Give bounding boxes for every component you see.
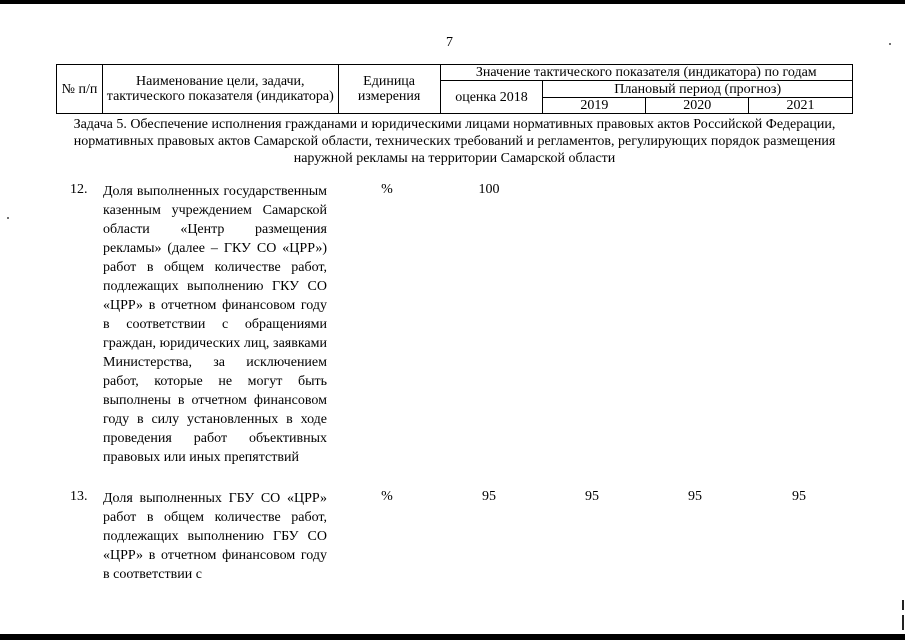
estimate-2018-cell: 95	[482, 489, 496, 504]
indicator-description: Доля выполненных ГБУ СО «ЦРР» работ в общем количестве работ, подлежащих выполнению ГБУ СО «ЦРР» в отчетном финансовом году в соответствии с	[103, 491, 327, 582]
task-heading: Задача 5. Обеспечение исполнения гражданами и юридическими лицами нормативных правовых актов Российской Федерации, нормативных правовых актов Самарской области, технических требований и регламентов, регулирующих порядок размещения наружной рекламы на территории Самарской области	[73, 117, 836, 166]
year-2020-cell: 95	[688, 489, 702, 504]
value-group-header: Значение тактического показателя (индикатора) по годам	[440, 65, 852, 81]
scan-mark	[902, 600, 904, 610]
unit-column-header: Единица измерения	[338, 65, 440, 114]
bottom-scan-border	[0, 634, 905, 640]
year-2021-header: 2021	[749, 98, 853, 114]
year-2019-header: 2019	[543, 98, 646, 114]
year-2019-cell: 95	[585, 489, 599, 504]
indicator-description: Доля выполненных государственным казенным учреждением Самарской области «Центр размещения рекламы» (далее – ГКУ СО «ЦРР») работ в общем количестве работ, подлежащих выполнению ГКУ СО «ЦРР» в отчетном финансовом году в соответствии с обращениями граждан, юридических лиц, заявками Министерства, за исключением работ, которые не могут быть выполнены в отчетном финансовом году в силу установленных в ходе проведения работ объективных правовых или иных препятствий	[103, 184, 327, 465]
scan-speck	[889, 43, 891, 45]
page-number: 7	[446, 35, 453, 50]
unit-cell: %	[381, 182, 393, 197]
scan-speck	[7, 217, 9, 219]
indicator-table-header	[56, 64, 853, 114]
unit-cell: %	[381, 489, 393, 504]
scan-mark	[902, 615, 904, 630]
plan-period-header: Плановый период (прогноз)	[543, 81, 853, 98]
top-scan-border	[0, 0, 905, 4]
estimate-column-header: оценка 2018	[440, 81, 543, 114]
row-number: 13.	[70, 489, 88, 504]
name-column-header: Наименование цели, задачи, тактического показателя (индикатора)	[102, 65, 338, 114]
number-column-header: № п/п	[57, 65, 103, 114]
estimate-2018-cell: 100	[478, 182, 500, 197]
year-2020-header: 2020	[646, 98, 749, 114]
row-number: 12.	[70, 182, 88, 197]
year-2021-cell: 95	[792, 489, 806, 504]
